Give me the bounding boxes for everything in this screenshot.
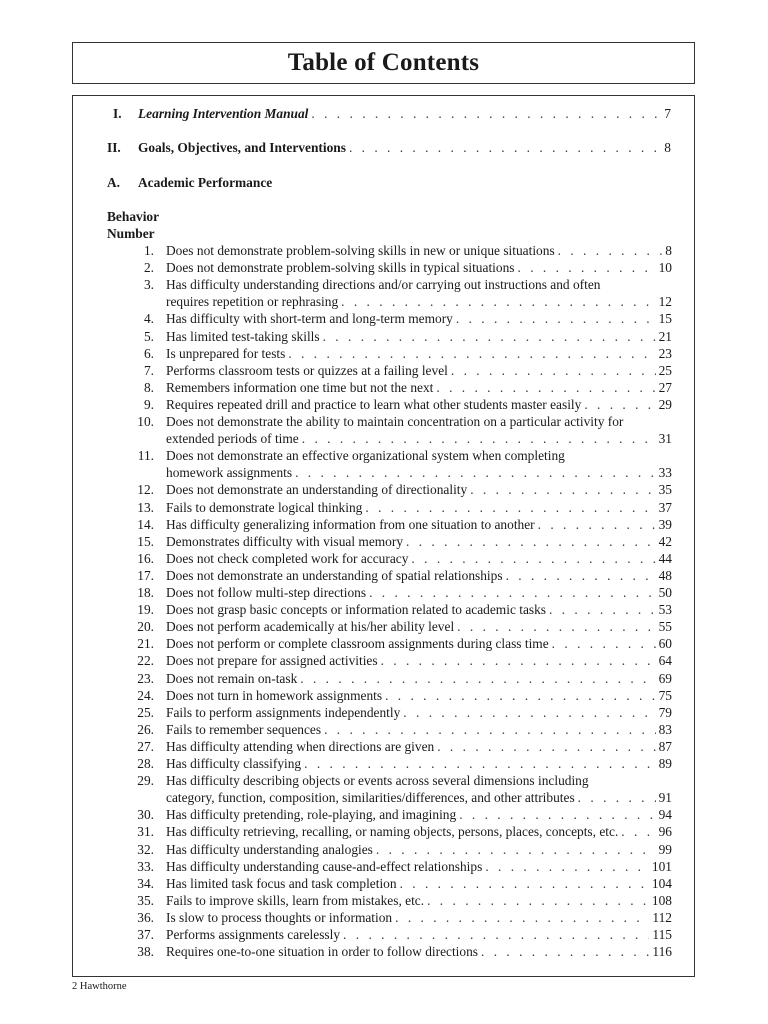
toc-page-number: 64 [658, 653, 672, 669]
toc-entry-behavior[interactable] [166, 293, 672, 310]
dot-leader [481, 943, 649, 960]
dot-leader [456, 310, 656, 327]
behavior-number: 35. [137, 892, 154, 908]
dot-leader [288, 345, 655, 362]
dot-leader [459, 806, 655, 823]
toc-entry-behavior[interactable] [166, 584, 672, 601]
dot-leader [552, 635, 656, 652]
dot-leader [549, 601, 656, 618]
toc-page-number: 115 [652, 927, 672, 942]
toc-entry-label: Does not demonstrate an understanding of spatial relationships [166, 567, 503, 583]
toc-page-number: 8 [664, 140, 671, 155]
toc-entry-behavior[interactable] [166, 516, 672, 533]
toc-page-number: 79 [658, 704, 672, 720]
toc-page-number: 91 [658, 790, 672, 806]
behavior-number: 16. [137, 550, 154, 566]
toc-entry-section-1[interactable] [138, 105, 671, 122]
toc-entry-label: Does not follow multi-step directions [166, 585, 367, 600]
toc-entry-behavior[interactable] [166, 909, 672, 926]
toc-entry-behavior[interactable] [166, 704, 672, 721]
subsection-letter: A. [107, 175, 121, 190]
dot-leader [343, 926, 649, 943]
toc-page-number: 112 [652, 909, 672, 925]
dot-leader [403, 704, 655, 721]
behavior-text-line: Does not demonstrate the ability to maintain concentration on a particular activity for [166, 414, 624, 429]
toc-entry-label: requires repetition or rephrasing [166, 294, 339, 310]
behavior-number: 23. [137, 670, 154, 686]
toc-entry-label: Fails to perform assignments independently [166, 704, 401, 720]
toc-entry-behavior[interactable] [166, 858, 672, 875]
dot-leader [381, 652, 656, 669]
toc-page-number: 116 [652, 944, 672, 960]
toc-entry-label: Has difficulty understanding analogies [166, 841, 373, 857]
toc-entry-label: Has difficulty retrieving, recalling, or naming objects, persons, places, concepts, etc. [166, 824, 619, 840]
page-footer: 2 Hawthorne [72, 981, 127, 992]
behavior-number: 25. [137, 704, 154, 720]
dot-leader [311, 105, 661, 122]
dot-leader [437, 738, 655, 755]
toc-page-number: 55 [658, 619, 672, 635]
dot-leader [470, 481, 655, 498]
toc-entry-label: Has limited test-taking skills [166, 328, 320, 344]
toc-entry-behavior[interactable] [166, 310, 672, 327]
section-numeral: I. [113, 106, 122, 121]
dot-leader [341, 293, 655, 310]
toc-entry-label: Fails to demonstrate logical thinking [166, 499, 363, 515]
toc-entry-behavior[interactable] [166, 396, 672, 413]
toc-entry-label: Demonstrates difficulty with visual memory [166, 533, 404, 549]
toc-entry-label: Does not grasp basic concepts or information related to academic tasks [166, 602, 547, 618]
toc-entry-label: category, function, composition, similarities/differences, and other attributes [166, 790, 575, 806]
toc-entry-behavior[interactable] [166, 670, 672, 687]
toc-entry-behavior[interactable] [166, 533, 672, 550]
dot-leader [385, 687, 656, 704]
toc-entry-label: Learning Intervention Manual [138, 106, 309, 121]
toc-entry-label: Has difficulty classifying [166, 756, 302, 771]
toc-entry-label: Does not turn in homework assignments [166, 687, 383, 703]
toc-entry-label: Requires one-to-one situation in order to follow directions [166, 944, 479, 960]
toc-entry-behavior[interactable] [166, 789, 672, 806]
behavior-number: 28. [137, 756, 154, 771]
toc-page-number: 48 [658, 567, 672, 583]
toc-entry-behavior[interactable] [166, 618, 672, 635]
toc-entry-behavior[interactable] [166, 687, 672, 704]
behavior-text-line: Does not demonstrate an effective organizational system when completing [166, 448, 565, 464]
toc-page-number: 12 [658, 294, 672, 310]
behavior-number: 10. [137, 414, 154, 429]
toc-entry-behavior[interactable] [166, 892, 672, 909]
behavior-number: 13. [137, 499, 154, 515]
behavior-number: 24. [137, 687, 154, 703]
toc-page-number: 60 [658, 636, 672, 652]
toc-entry-label: Is slow to process thoughts or information [166, 909, 393, 925]
behavior-number: 30. [137, 807, 154, 823]
toc-page-number: 75 [658, 687, 672, 703]
toc-entry-behavior[interactable] [166, 242, 672, 259]
behavior-text-line: Has difficulty understanding directions and/or carrying out instructions and often [166, 277, 601, 293]
toc-page-number: 44 [658, 550, 672, 566]
column-heading-line: Behavior [107, 209, 160, 224]
dot-leader [457, 618, 655, 635]
title-box [72, 42, 695, 84]
toc-page-number: 101 [651, 858, 672, 874]
dot-leader [427, 892, 649, 909]
column-heading [107, 208, 159, 242]
toc-page-number: 15 [658, 311, 672, 327]
toc-entry-label: Does not perform academically at his/her ability level [166, 619, 455, 635]
behavior-number: 34. [137, 875, 154, 891]
toc-page-number: 25 [658, 362, 672, 378]
dot-leader [578, 789, 656, 806]
dot-leader [324, 721, 656, 738]
behavior-number: 14. [137, 516, 154, 532]
dot-leader [621, 823, 655, 840]
toc-entry-behavior[interactable] [166, 943, 672, 960]
page-title: Table of Contents [287, 49, 480, 76]
toc-entry-label: Has difficulty generalizing information from one situation to another [166, 516, 535, 532]
behavior-number: 20. [137, 619, 154, 635]
toc-entry-label: Does not demonstrate an understanding of directionality [166, 482, 468, 498]
dot-leader [323, 328, 656, 345]
behavior-number: 5. [143, 328, 154, 344]
toc-entry-behavior[interactable] [166, 652, 672, 669]
toc-page-number: 35 [658, 482, 672, 498]
dot-leader [400, 875, 649, 892]
toc-page-number: 99 [658, 841, 672, 857]
behavior-number: 3. [143, 277, 154, 293]
behavior-number: 11. [137, 448, 154, 464]
behavior-number: 1. [143, 243, 154, 258]
toc-entry-behavior[interactable] [166, 823, 672, 840]
dot-leader [451, 362, 656, 379]
toc-entry-label: Does not remain on-task [166, 670, 298, 686]
toc-entry-behavior[interactable] [166, 259, 672, 276]
toc-entry-behavior[interactable] [166, 875, 672, 892]
toc-entry-label: Fails to improve skills, learn from mistakes, etc. [166, 892, 425, 908]
toc-page-number: 69 [658, 670, 672, 686]
dot-leader [369, 584, 656, 601]
toc-entry-behavior[interactable] [166, 499, 672, 516]
dot-leader [436, 379, 655, 396]
behavior-number: 37. [137, 927, 154, 942]
toc-entry-behavior[interactable] [166, 926, 672, 943]
toc-entry-behavior[interactable] [166, 481, 672, 498]
behavior-number: 4. [143, 311, 154, 327]
behavior-number: 31. [137, 824, 154, 840]
behavior-number: 33. [137, 858, 154, 874]
toc-entry-label: homework assignments [166, 465, 293, 481]
toc-page-number: 87 [658, 738, 672, 754]
behavior-number: 22. [137, 653, 154, 669]
toc-entry-behavior[interactable] [166, 567, 672, 584]
dot-leader [406, 533, 656, 550]
toc-entry-label: Has limited task focus and task completion [166, 875, 397, 891]
toc-entry-label: Is unprepared for tests [166, 345, 286, 361]
behavior-number: 7. [143, 362, 154, 378]
toc-page-number: 39 [658, 516, 672, 532]
toc-page-number: 27 [658, 379, 672, 395]
toc-page-number: 42 [658, 533, 672, 549]
toc-entry-label: Performs assignments carelessly [166, 927, 341, 942]
toc-entry-label: Fails to remember sequences [166, 721, 322, 737]
toc-entry-label: extended periods of time [166, 431, 299, 447]
dot-leader [584, 396, 655, 413]
dot-leader [506, 567, 656, 584]
toc-entry-label: Requires repeated drill and practice to learn what other students master easily [166, 396, 582, 412]
toc-entry-label: Does not perform or complete classroom assignments during class time [166, 636, 549, 652]
toc-page-number: 33 [658, 465, 672, 481]
dot-leader [395, 909, 649, 926]
toc-entry-behavior[interactable] [166, 806, 672, 823]
toc-entry-label: Performs classroom tests or quizzes at a failing level [166, 362, 448, 378]
toc-entry-behavior[interactable] [166, 635, 672, 652]
dot-leader [538, 516, 656, 533]
behavior-text-line: Has difficulty describing objects or events across several dimensions including [166, 773, 589, 789]
behavior-number: 21. [137, 636, 154, 652]
toc-entry-behavior[interactable] [166, 841, 672, 858]
behavior-number: 38. [137, 944, 154, 960]
toc-page-number: 31 [658, 431, 672, 447]
toc-page-number: 37 [658, 499, 672, 515]
toc-entry-label: Does not check completed work for accuracy [166, 550, 409, 566]
toc-entry-behavior[interactable] [166, 328, 672, 345]
behavior-number: 6. [143, 345, 154, 361]
toc-page-number: 29 [658, 396, 672, 412]
toc-entry-behavior[interactable] [166, 601, 672, 618]
toc-entry-label: Has difficulty understanding cause-and-effect relationships [166, 858, 483, 874]
behavior-number: 8. [143, 379, 154, 395]
behavior-number: 2. [143, 260, 154, 276]
dot-leader [349, 139, 661, 156]
dot-leader [518, 259, 656, 276]
toc-page-number: 83 [658, 721, 672, 737]
toc-entry-behavior[interactable] [166, 430, 672, 447]
toc-entry-behavior[interactable] [166, 362, 672, 379]
toc-entry-label: Has difficulty attending when directions are given [166, 738, 435, 754]
column-heading-line: Number [107, 226, 155, 241]
toc-entry-label: Has difficulty with short-term and long-term memory [166, 311, 453, 327]
behavior-number: 18. [137, 585, 154, 600]
toc-entry-label: Does not demonstrate problem-solving skills in typical situations [166, 260, 515, 276]
toc-page-number: 8 [665, 243, 672, 258]
toc-entry-label: Does not demonstrate problem-solving skills in new or unique situations [166, 243, 555, 258]
toc-entry-behavior[interactable] [166, 550, 672, 567]
toc-page-number: 96 [658, 824, 672, 840]
dot-leader [376, 841, 656, 858]
dot-leader [304, 755, 655, 772]
toc-page-number: 21 [658, 328, 672, 344]
toc-page-number: 89 [658, 756, 672, 771]
behavior-number: 36. [137, 909, 154, 925]
toc-page-number: 94 [658, 807, 672, 823]
toc-entry-behavior[interactable] [166, 379, 672, 396]
toc-entry-behavior[interactable] [166, 345, 672, 362]
toc-entry-behavior[interactable] [166, 721, 672, 738]
behavior-number: 29. [137, 773, 154, 789]
dot-leader [411, 550, 655, 567]
behavior-number: 12. [137, 482, 154, 498]
dot-leader [302, 430, 656, 447]
toc-entry-label: Has difficulty pretending, role-playing, and imagining [166, 807, 457, 823]
dot-leader [300, 670, 655, 687]
toc-entry-label: Does not prepare for assigned activities [166, 653, 378, 669]
dot-leader [295, 464, 656, 481]
behavior-number: 9. [143, 396, 154, 412]
dot-leader [365, 499, 655, 516]
toc-entry-behavior[interactable] [166, 464, 672, 481]
subsection-label: Academic Performance [138, 175, 273, 190]
toc-page-number: 10 [658, 260, 672, 276]
toc-page-number: 108 [651, 892, 672, 908]
behavior-number: 19. [137, 602, 154, 618]
behavior-number: 15. [137, 533, 154, 549]
dot-leader [485, 858, 649, 875]
toc-page-number: 7 [664, 106, 671, 121]
dot-leader [558, 242, 663, 259]
behavior-number: 26. [137, 721, 154, 737]
toc-entry-behavior[interactable] [166, 755, 672, 772]
toc-page-number: 50 [658, 585, 672, 600]
toc-entry-label: Goals, Objectives, and Interventions [138, 140, 346, 155]
toc-page-number: 104 [651, 875, 672, 891]
behavior-number: 17. [137, 567, 154, 583]
toc-entry-section-2[interactable] [138, 139, 671, 156]
section-numeral: II. [107, 140, 121, 155]
behavior-number: 32. [137, 841, 154, 857]
toc-page-number: 23 [658, 345, 672, 361]
toc-entry-behavior[interactable] [166, 738, 672, 755]
toc-entry-label: Remembers information one time but not the next [166, 379, 434, 395]
toc-page-number: 53 [658, 602, 672, 618]
behavior-number: 27. [137, 738, 154, 754]
